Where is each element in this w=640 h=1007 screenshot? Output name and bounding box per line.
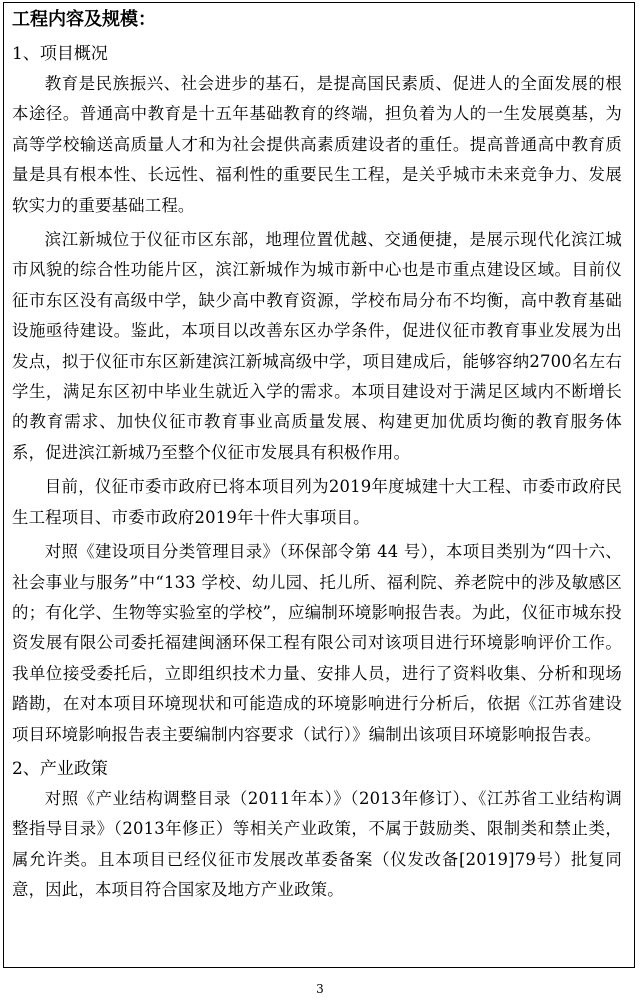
paragraph: 对照《产业结构调整目录（2011年本）》（2013年修订）、《江苏省工业结构调整指导目录》（2013年修正）等相关产业政策，不属于鼓励类、限制类和禁止类，属允许类。且本项目已经仪征市发展改革委备案（仪发改备[2019]79号）批复同意，因此，本项目符合国家及地方产业政策。: [12, 788, 622, 900]
heading-project-overview: 1、项目概况: [12, 44, 108, 64]
heading-industrial-policy: 2、产业政策: [12, 758, 108, 779]
paragraph: 教育是民族振兴、社会进步的基石，是提高国民素质、促进人的全面发展的根本途径。普通高中教育是十五年基础教育的终端，担负着为人的一生发展奠基，为高等学校输送高质量人才和为社会提供高素质建设者的重任。提高普通高中教育质量是具有根本性、长远性、福利性的重要民生工程，是关乎城市未来竞争力、发展软实力的重要基础工程。: [12, 74, 622, 215]
page-number: 3: [316, 982, 324, 996]
section-title: 工程内容及规模：: [12, 9, 156, 30]
paragraph: 对照《建设项目分类管理目录》（环保部令第 44 号），本项目类别为“四十六、社会事业与服务”中“133 学校、幼儿园、托儿所、福利院、养老院中的涉及敏感区的；有化学、生物等实验室的学校”，应编制环境影响报告表。为此，仪征市城东投资发展有限公司委托福建闽涵环保工程有限公司对该项目进行环境影响评价工作。我单位接受委托后，立即组织技术力量、安排人员，进行了资料收集、分析和现场踏勘，在对本项目环境现状和可能造成的环境影响进行分析后，依据《江苏省建设项目环境影响报告表主要编制内容要求（试行）》编制出该项目环境影响报告表。: [12, 542, 622, 744]
paragraph: 目前，仪征市委市政府已将本项目列为2019年度城建十大工程、市委市政府民生工程项目、市委市政府2019年十件大事项目。: [12, 477, 622, 527]
paragraph: 滨江新城位于仪征市区东部，地理位置优越、交通便捷，是展示现代化滨江城市风貌的综合性功能片区，滨江新城作为城市新中心也是市重点建设区域。目前仪征市东区没有高级中学，缺少高中教育资源，学校布局分布不均衡，高中教育基础设施亟待建设。鉴此，本项目以改善东区办学条件，促进仪征市教育事业发展为出发点，拟于仪征市东区新建滨江新城高级中学，项目建成后，能够容纳2700名左右学生，满足东区初中毕业生就近入学的需求。本项目建设对于满足区域内不断增长的教育需求、加快仪征市教育事业高质量发展、构建更加优质均衡的教育服务体系，促进滨江新城乃至整个仪征市发展具有积极作用。: [12, 230, 622, 462]
content-frame: [3, 2, 635, 968]
